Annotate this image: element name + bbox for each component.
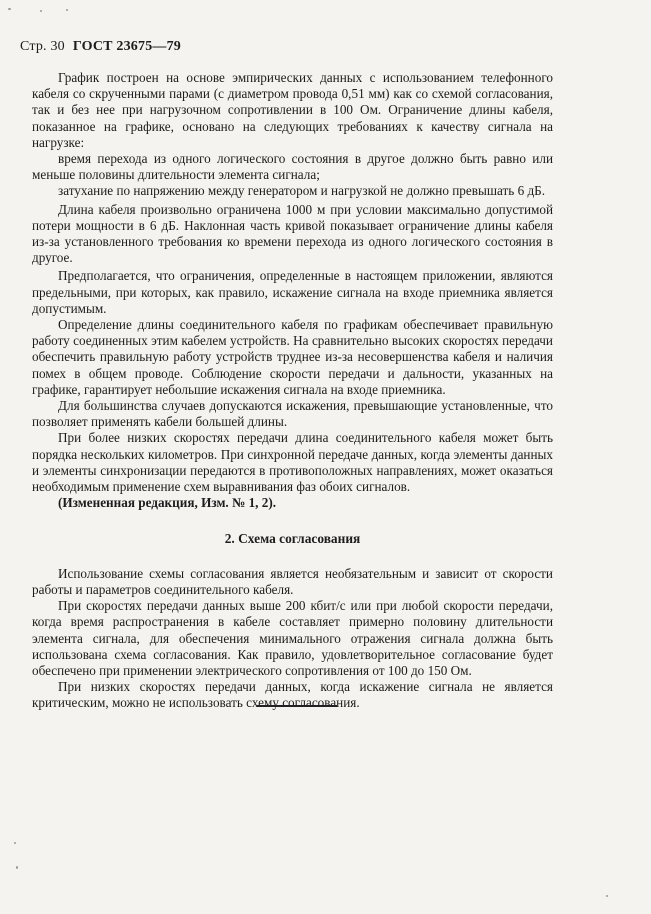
page-header: [20, 39, 181, 55]
standard-code: ГОСТ 23675—79: [72, 39, 182, 54]
scan-speck: [40, 10, 42, 12]
body-text: [32, 70, 553, 712]
section-title: 2. Схема согласования: [224, 531, 361, 547]
paragraph: При низких скоростях передачи данных, когда искажение сигнала не является критическим, можно не использовать схему согласования.: [32, 679, 553, 711]
paragraph: При скоростях передачи данных выше 200 кбит/с или при любой скорости передачи, когда время распространения в кабеле составляет примерно половину длительности элемента сигнала, для обеспечения минимального отражения сигнала должна быть использована схема согласования. Как правило, удовлетворительное согласование будет обеспечено при применении электрического сопротивления от 100 до 150 Ом.: [32, 598, 553, 678]
scan-speck: [16, 866, 18, 869]
scan-speck: [606, 895, 608, 897]
closing-rule: [257, 705, 337, 707]
scan-speck: [66, 9, 68, 11]
scan-speck: [8, 8, 11, 10]
paragraph: Длина кабеля произвольно ограничена 1000 м при условии максимально допустимой потери мощности в 6 дБ. Наклонная часть кривой показывает ограничение длины кабеля из-за установленного требования ко времени перехода из одного логического состояния в другое.: [32, 201, 553, 266]
scan-speck: [14, 842, 16, 844]
paragraph: затухание по напряжению между генератором и нагрузкой не должно превышать 6 дБ.: [58, 183, 546, 199]
paragraph: Определение длины соединительного кабеля по графикам обеспечивает правильную работу соединенных этим кабелем устройств. На сравнительно высоких скоростях передачи обеспечить правильную работу устройств труднее из-за несовершенства кабеля и наличия помех в общем проводе. Соблюдение скорости передачи и дальности, указанных на графике, гарантирует небольшие искажения сигнала на входе приемника.: [32, 317, 553, 397]
paragraph: время перехода из одного логического состояния в другое должно быть равно или меньше половины длительности элемента сигнала;: [32, 151, 553, 183]
paragraph: Для большинства случаев допускаются искажения, превышающие установленные, что позволяет применять кабели большей длины.: [32, 398, 553, 430]
paragraph: При более низких скоростях передачи длина соединительного кабеля может быть порядка нескольких километров. При синхронной передаче данных, когда элементы данных и элементы синхронизации передаются в противоположных направлениях, может оказаться необходимым применение схем выравнивания фаз обоих сигналов.: [32, 430, 553, 495]
paragraph: График построен на основе эмпирических данных с использованием телефонного кабеля со скрученными парами (с диаметром провода 0,51 мм) как со схемой согласования, так и без нее при нагрузочном сопротивлении в 100 Ом. Ограничение длины кабеля, показанное на графике, основано на следующих требованиях к качеству сигнала на нагрузке:: [32, 70, 553, 150]
paragraph: Предполагается, что ограничения, определенные в настоящем приложении, являются предельными, при которых, как правило, искажение сигнала на входе приемника является допустимым.: [32, 268, 553, 316]
amendment-note: (Измененная редакция, Изм. № 1, 2).: [58, 495, 277, 511]
paragraph: Использование схемы согласования является необязательным и зависит от скорости работы и параметров соединительного кабеля.: [32, 565, 553, 597]
page-number: Стр. 30: [20, 39, 65, 54]
